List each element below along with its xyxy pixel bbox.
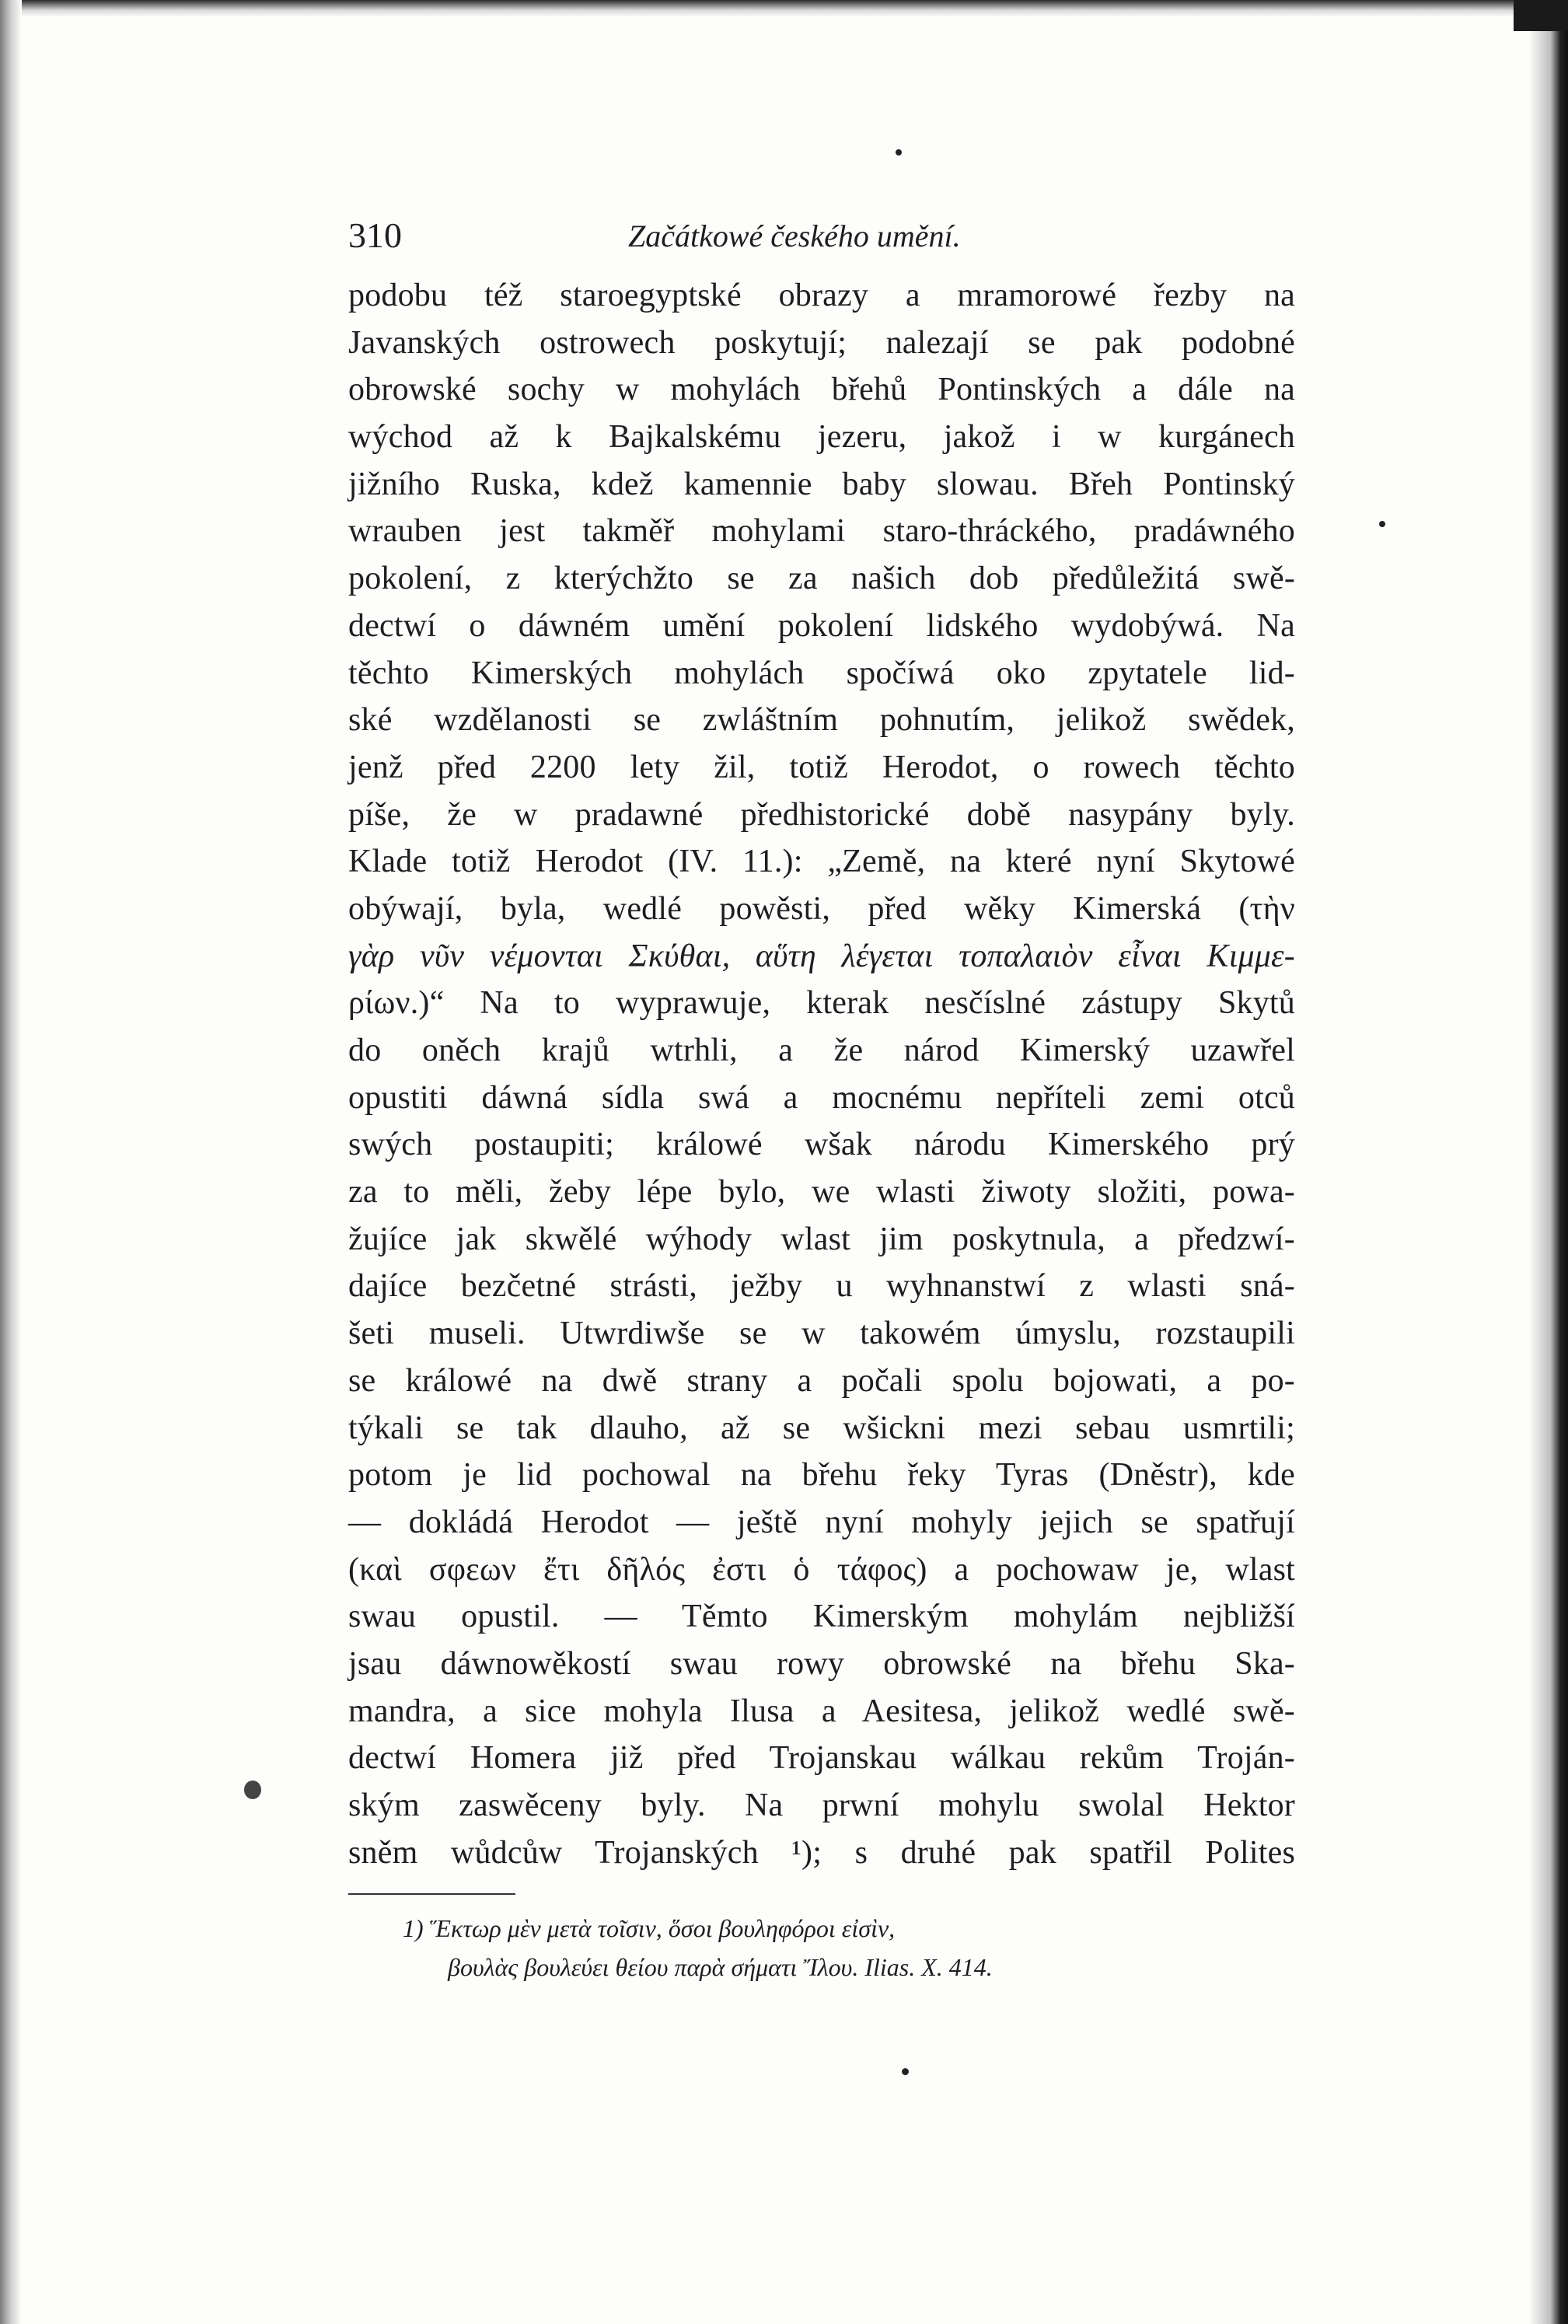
text-line: Javanských ostrowech poskytují; nalezají se pak podobné [348,324,1295,361]
text-line: wrauben jest takměř mohylami staro-thráckého, pradáwného [348,513,1295,550]
text-line: obýwají, byla, wedlé powěsti, před wěky Kimerská (τὴν [348,890,1295,927]
body-text [348,272,1295,1876]
text-line: jižního Ruska, kdež kamennie baby slowau. Břeh Pontinský [348,466,1295,502]
text-line: dajíce bezčetné strásti, ježby u wyhnanstwí z wlasti sná- [348,1268,1295,1305]
text-line: obrowské sochy w mohylách břehů Pontinských a dále na [348,372,1295,408]
text-line: jsau dáwnowěkostí swau rowy obrowské na břehu Ska- [348,1645,1295,1682]
text-line: swau opustil. — Těmto Kimerským mohylám nejbližší [348,1599,1295,1635]
footnote-line: βουλὰς βουλεύει θείου παρὰ σήματι Ἴλου. Ilias. X. 414. [448,1953,993,1982]
text-line: píše, že w pradawné předhistorické době nasypány byly. [348,796,1295,833]
text-line: sněm wůdcůw Trojanských ¹); s druhé pak spatřil Polites [348,1834,1295,1871]
text-line: mandra, a sice mohyla Ilusa a Aesitesa, jelikož wedlé swě- [348,1693,1295,1729]
text-line: šeti museli. Utwrdiwše se w takowém úmyslu, rozstaupili [348,1316,1295,1352]
footnote-line: 1) Ἕκτωρ μὲν μετὰ τοῖσιν, ὅσοι βουληφόροι εἰσὶν, [403,1914,896,1943]
text-line: swých postaupiti; králowé wšak národu Kimerského prý [348,1127,1295,1163]
text-line: dectwí Homera již před Trojanskau wálkau rekům Troján- [348,1740,1295,1777]
text-line: žujíce jak skwělé wýhody wlast jim poskytnula, a předzwí- [348,1221,1295,1257]
text-line: opustiti dáwná sídla swá a mocnému nepříteli zemi otců [348,1079,1295,1116]
page-number: 310 [348,215,402,255]
text-line: ským zaswěceny byly. Na prwní mohylu swolal Hektor [348,1788,1295,1823]
text-line: do oněch krajů wtrhli, a že národ Kimerský uzawřel [348,1033,1295,1068]
text-line: — dokládá Herodot — ještě nyní mohyly jejich se spatřují [348,1504,1295,1540]
text-line: γὰρ νῦν νέμονται Σκύθαι, αὕτη λέγεται τοπαλαιὸν εἶναι Κιμμε- [348,938,1295,974]
page-header [348,210,1295,272]
text-line: ρίων.)“ Na to wyprawuje, kterak nesčíslné zástupy Skytů [348,985,1295,1022]
text-line: pokolení, z kterýchžto se za našich dob předůležitá swě- [348,561,1295,597]
scan-edge-left [0,0,22,2324]
scan-edge-right [1529,0,1568,2324]
text-line: za to měli, žeby lépe bylo, we wlasti žiwoty složiti, powa- [348,1174,1295,1211]
footnotes [348,1909,1295,1987]
footnote-rule [348,1893,515,1895]
scan-speck [896,149,902,156]
text-line: se králowé na dwě strany a počali spolu bojowati, a po- [348,1362,1295,1399]
text-line: Klade totiž Herodot (IV. 11.): „Země, na které nyní Skytowé [348,844,1295,880]
text-line: týkali se tak dlauho, až se wšickni mezi sebau usmrtili; [348,1410,1295,1446]
running-title: Začátkowé českého umění. [628,218,961,253]
scan-edge-top [0,0,1568,17]
scan-corner [1514,0,1568,31]
scan-speck [1379,521,1385,527]
scan-speck [244,1781,261,1799]
text-line: těchto Kimerských mohylách spočíwá oko zpytatele lid- [348,655,1295,691]
text-line: wýchod až k Bajkalskému jezeru, jakož i w kurgánech [348,419,1295,456]
text-line: (καὶ σφεων ἔτι δῆλός ἐστι ὁ τάφος) a pochowaw je, wlast [348,1551,1295,1588]
text-line: ské wzdělanosti se zwláštním pohnutím, jelikož swědek, [348,702,1295,739]
text-line: dectwí o dáwném umění pokolení lidského wydobýwá. Na [348,607,1295,644]
text-line: potom je lid pochowal na břehu řeky Tyras (Dněstr), kde [348,1457,1295,1494]
text-line: podobu též staroegyptské obrazy a mramorowé řezby na [348,278,1295,313]
text-block [348,210,1295,1987]
text-line: jenž před 2200 lety žil, totiž Herodot, o rowech těchto [348,749,1295,785]
scan-speck [902,2068,909,2075]
